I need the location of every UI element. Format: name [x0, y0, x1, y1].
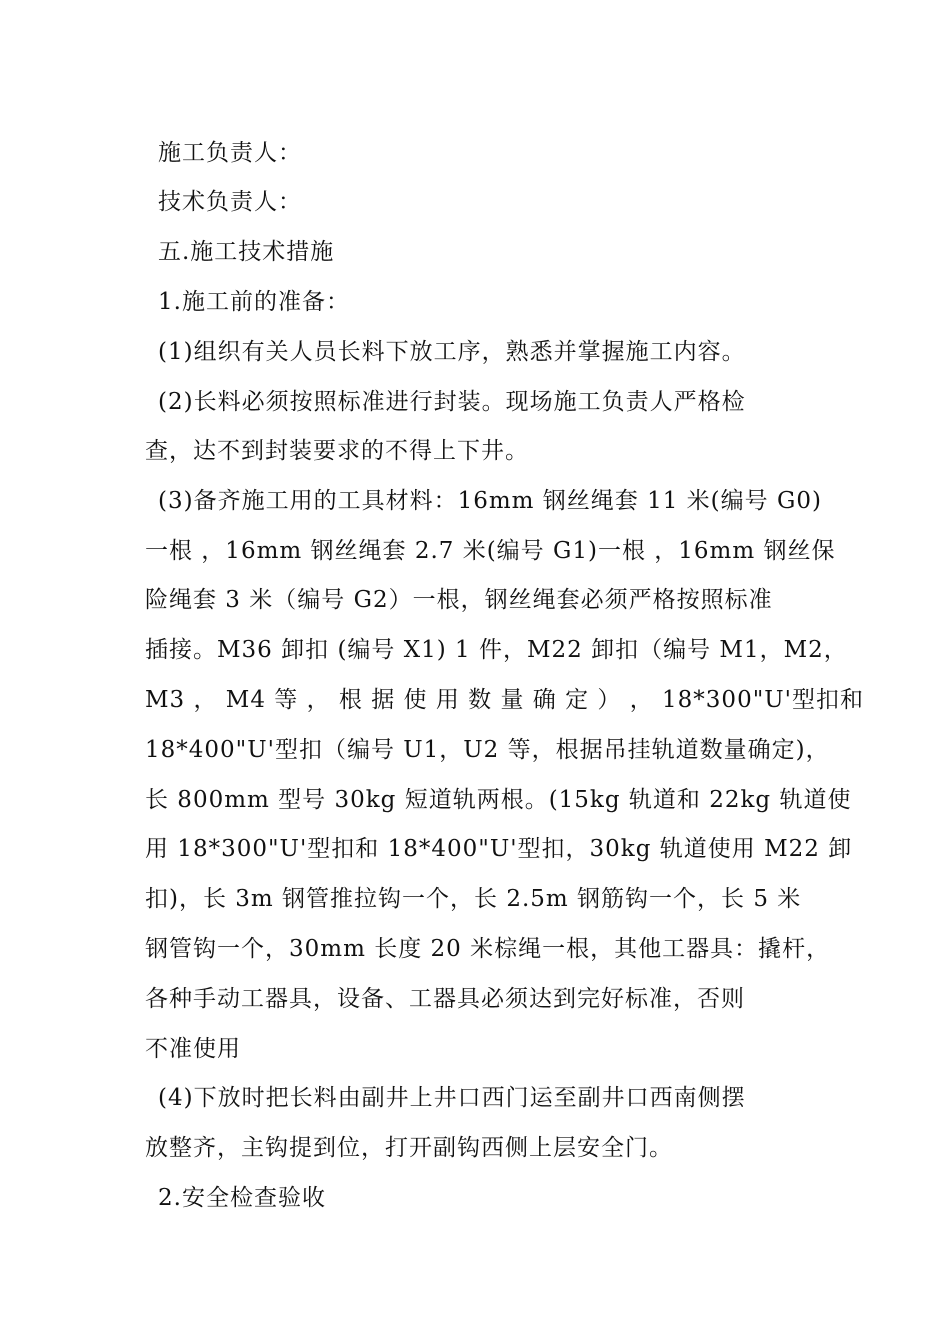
paragraph-line: (3)备齐施工用的工具材料：16mm 钢丝绳套 11 米(编号 G0): [158, 488, 822, 514]
paragraph-line: (2)长料必须按照标准进行封装。现场施工负责人严格检: [158, 389, 746, 415]
subsection-heading: 2.安全检查验收: [158, 1185, 326, 1211]
construction-lead-label: 施工负责人：: [158, 140, 302, 166]
paragraph-line: (4)下放时把长料由副井上井口西门运至副井口西南侧摆: [158, 1085, 746, 1111]
paragraph-line: 险绳套 3 米（编号 G2）一根，钢丝绳套必须严格按照标准: [145, 587, 773, 613]
paragraph-line: 查，达不到封装要求的不得上下井。: [145, 438, 529, 464]
paragraph-line: 不准使用: [145, 1036, 241, 1062]
paragraph-line: 各种手动工器具，设备、工器具必须达到完好标准，否则: [145, 986, 745, 1012]
paragraph-line: (1)组织有关人员长料下放工序，熟悉并掌握施工内容。: [158, 339, 746, 365]
section-heading: 五.施工技术措施: [158, 239, 335, 265]
paragraph-line: 插接。M36 卸扣 (编号 X1) 1 件，M22 卸扣（编号 M1，M2，: [145, 637, 848, 663]
paragraph-line: 一根 ，16mm 钢丝绳套 2.7 米(编号 G1)一根 ，16mm 钢丝保: [145, 538, 836, 564]
paragraph-line: 用 18*300"U'型扣和 18*400"U'型扣，30kg 轨道使用 M22 卸: [145, 836, 853, 862]
paragraph-line: 18*400"U'型扣（编号 U1，U2 等，根据吊挂轨道数量确定)，: [145, 737, 830, 763]
paragraph-line: M3 ， M4 等 ， 根 据 使 用 数 量 确 定 ） ， 18*300"U'型扣和: [145, 687, 864, 713]
paragraph-line: 钢管钩一个，30mm 长度 20 米棕绳一根，其他工器具：撬杆，: [145, 936, 831, 962]
paragraph-line: 放整齐，主钩提到位，打开副钩西侧上层安全门。: [145, 1135, 673, 1161]
paragraph-line: 扣)，长 3m 钢管推拉钩一个，长 2.5m 钢筋钩一个，长 5 米: [145, 886, 802, 912]
subsection-heading: 1.施工前的准备：: [158, 289, 350, 315]
technical-lead-label: 技术负责人：: [158, 189, 302, 215]
paragraph-line: 长 800mm 型号 30kg 短道轨两根。(15kg 轨道和 22kg 轨道使: [145, 787, 852, 813]
